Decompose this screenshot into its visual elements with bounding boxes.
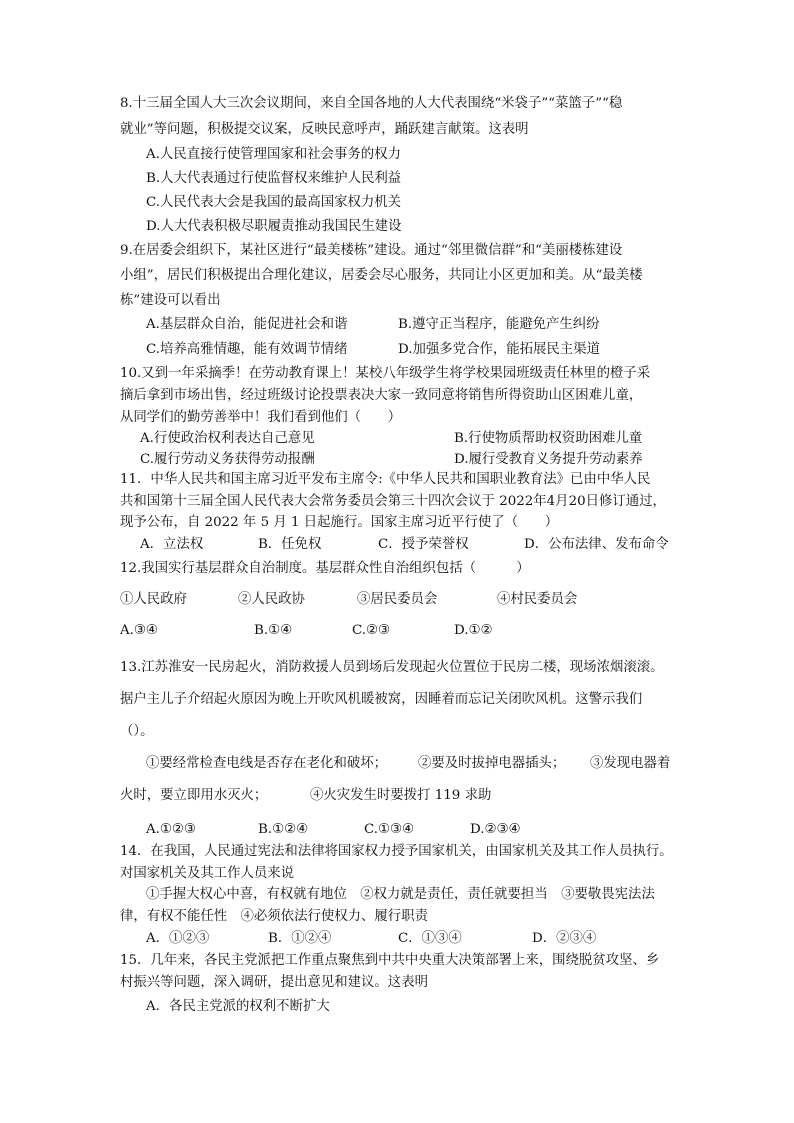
q8-option-a[interactable]: A.人民直接行使管理国家和社会事务的权力 [146,147,401,162]
q9-stem-line3: 栋”建设可以看出 [120,293,221,308]
q15-stem-line2: 村振兴等问题，深入调研，提出意见和建议。这表明 [120,975,428,990]
q8-option-d[interactable]: D.人大代表积极尽职履责推动我国民生建设 [146,219,402,234]
q10-stem-line1: 10.又到一年采摘季！在劳动教育课上！某校八年级学生将学校果园班级责任林里的橙子采 [120,366,651,381]
q14-items-line2: 律，有权不能任性 ④必须依法行使权力、履行职责 [120,909,428,924]
q9-option-c[interactable]: C.培养高雅情趣，能有效调节情绪 [146,342,348,357]
q12-item-2: ②人民政协 [238,592,305,607]
q13-option-a[interactable]: A.①②③ [146,822,196,837]
q11-stem-line3: 现予公布，自 2022 年 5 月 1 日起施行。国家主席习近平行使了（ ） [120,515,559,530]
q12-item-4: ④村民委员会 [497,592,578,607]
q12-option-b[interactable]: B.①④ [254,623,293,638]
q14-items-line1: ①手握大权心中喜，有权就有地位 ②权力就是责任，责任就要担当 ③要敬畏宪法法 [146,887,655,902]
q12-option-a[interactable]: A.③④ [120,623,158,638]
q14-option-c[interactable]: C．①③④ [398,931,462,946]
q10-stem-line2: 摘后拿到市场出售，经过班级讨论投票表决大家一致同意将销售所得资助山区困难儿童， [120,388,643,403]
q13-option-b[interactable]: B.①②④ [258,822,309,837]
q8-option-c[interactable]: C.人民代表大会是我国的最高国家权力机关 [146,195,402,210]
q12-option-c[interactable]: C.②③ [352,623,391,638]
q9-option-b[interactable]: B.遵守正当程序，能避免产生纠纷 [398,317,600,332]
q9-option-a[interactable]: A.基层群众自治，能促进社会和谐 [146,317,348,332]
q14-option-b[interactable]: B．①②④ [268,931,332,946]
q8-option-b[interactable]: B.人大代表通过行使监督权来维护人民利益 [146,171,402,186]
q15-option-a[interactable]: A．各民主党派的权利不断扩大 [146,999,330,1014]
q13-item-2: ②要及时拔掉电器插头； [418,756,566,771]
q11-stem-line2: 共和国第十三届全国人民代表大会常务委员会第三十四次会议于 2022年4月20日修订通过， [120,494,666,509]
q14-option-a[interactable]: A．①②③ [146,931,210,946]
q13-item-3-cont: 火时，要立即用水灭火； [120,788,268,803]
q11-option-d[interactable]: D．公布法律、发布命令 [524,537,669,552]
q13-item-4: ④火灾发生时要拨打 119 求助 [310,788,492,803]
q13-stem-line2: 据户主儿子介绍起火原因为晚上开吹风机暖被窝，因睡着而忘记关闭吹风机。这警示我们 [120,692,643,707]
q13-option-d[interactable]: D.②③④ [470,822,521,837]
q9-stem-line2: 小组”，居民们积极提出合理化建议，居委会尽心服务，共同让小区更加和美。从“最美楼 [120,268,643,283]
q13-option-c[interactable]: C.①③④ [364,822,415,837]
q14-option-d[interactable]: D．②③④ [532,931,597,946]
q12-stem-line1: 12.我国实行基层群众自治制度。基层群众性自治组织包括（ ） [120,561,530,576]
q11-option-a[interactable]: A．立法权 [140,537,204,552]
q12-item-1: ①人民政府 [120,592,187,607]
q9-stem-line1: 9.在居委会组织下，某社区进行“最美楼栋”建设。通过“邻里微信群”和“美丽楼栋建设 [120,243,623,258]
q12-item-3: ③居民委员会 [357,592,438,607]
q13-stem-line3: （）。 [120,724,154,739]
q14-stem-line1: 14．在我国，人民通过宪法和法律将国家权力授予国家机关，由国家机关及其工作人员执行。 [120,844,673,859]
q13-item-1: ①要经常检查电线是否存在老化和破坏； [146,756,388,771]
q10-option-a[interactable]: A.行使政治权利表达自己意见 [140,431,315,446]
q9-option-d[interactable]: D.加强多党合作，能拓展民主渠道 [398,342,600,357]
q11-stem-line1: 11．中华人民共和国主席习近平发布主席令:《中华人民共和国职业教育法》已由中华人民 [120,472,651,487]
q15-stem-line1: 15．几年来，各民主党派把工作重点聚焦到中共中央重大决策部署上来，围绕脱贫攻坚、乡 [120,953,660,968]
q13-stem-line1: 13.江苏淮安一民房起火，消防救援人员到场后发现起火位置位于民房二楼，现场浓烟滚滚。 [120,660,664,675]
q11-option-c[interactable]: C．授予荣誉权 [378,537,469,552]
q10-option-c[interactable]: C.履行劳动义务获得劳动报酬 [140,452,315,467]
q10-stem-line3: 从同学们的勤劳善举中！我们看到他们（ ） [120,410,402,425]
q14-stem-line2: 对国家机关及其工作人员来说 [120,866,295,881]
q11-option-b[interactable]: B．任免权 [258,537,322,552]
q8-stem-line2: 就业”等问题，积极提交议案，反映民意呼声，踊跃建言献策。这表明 [120,122,529,137]
q13-item-3: ③发现电器着 [590,756,671,771]
q12-option-d[interactable]: D.①② [454,623,493,638]
q10-option-b[interactable]: B.行使物质帮助权资助困难儿童 [454,431,643,446]
q10-option-d[interactable]: D.履行受教育义务提升劳动素养 [454,452,643,467]
q8-stem-line1: 8.十三届全国人大三次会议期间，来自全国各地的人大代表围绕“米袋子”“菜篮子”“稳 [120,96,623,111]
